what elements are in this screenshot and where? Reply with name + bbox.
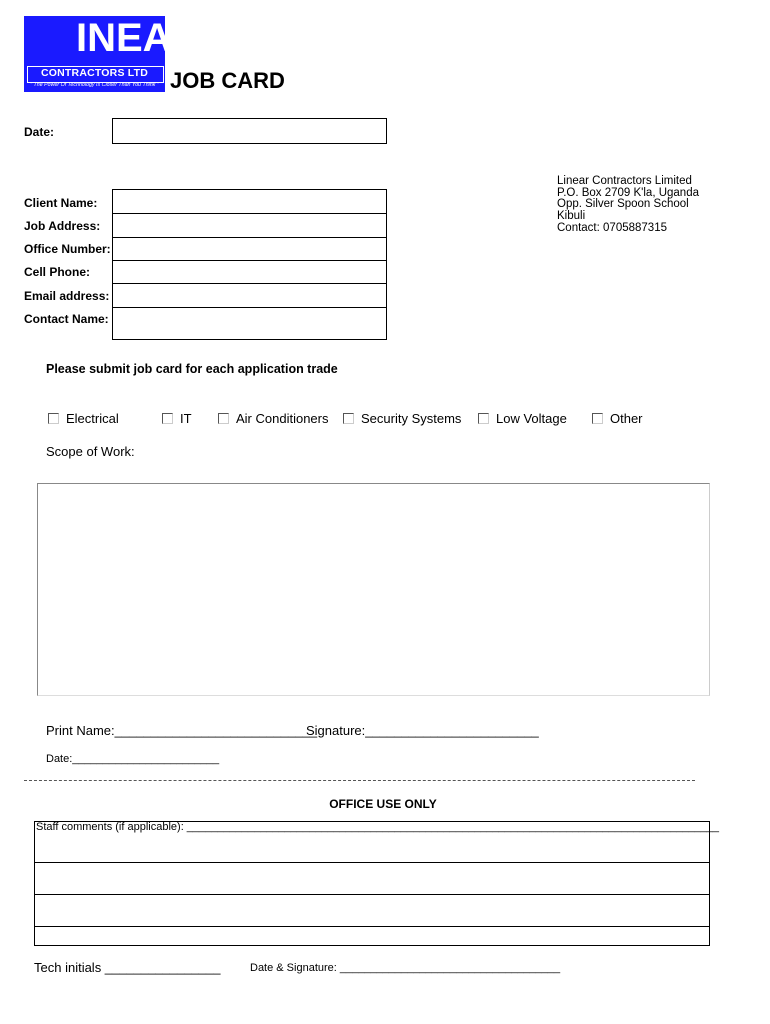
staff-comments-box[interactable] [34,821,710,946]
scope-of-work-field[interactable] [37,483,710,696]
checkbox-icon[interactable] [478,413,489,424]
address-line: Opp. Silver Spoon School [557,198,689,211]
address-line: Contact: 0705887315 [557,221,667,234]
address-line: Kibuli [557,210,586,223]
job-address-field[interactable] [112,213,387,238]
trade-label: Electrical [66,411,119,426]
office-number-field[interactable] [112,237,387,261]
checkbox-icon[interactable] [162,413,173,424]
company-address [557,176,699,235]
trade-label: Other [610,411,643,426]
date-label: Date: [24,125,55,139]
office-number-label: Office Number: [24,242,111,256]
signature-line[interactable]: Signature:________________________ [306,723,539,738]
email-label: Email address: [24,289,110,303]
comment-line [34,926,710,927]
scope-of-work-label: Scope of Work: [46,444,135,459]
company-logo [24,16,201,92]
logo-subtitle: CONTRACTORS LTD [40,67,149,79]
date-field[interactable] [112,118,387,144]
comment-line [34,862,710,863]
trade-label: IT [180,411,192,426]
checkbox-icon[interactable] [592,413,603,424]
address-line: P.O. Box 2709 K'la, Uganda [557,186,699,199]
contact-name-field[interactable] [112,307,387,340]
checkbox-icon[interactable] [48,413,59,424]
trade-label: Low Voltage [496,411,567,426]
cell-phone-field[interactable] [112,260,387,284]
trade-security-systems[interactable] [343,411,461,426]
logo-tagline: " The Power Of Technology Is Closer Than You Think " [30,82,159,88]
date-signature-line[interactable]: Date & Signature: ____________________________________ [250,962,561,974]
trade-it[interactable] [162,411,192,426]
trade-other[interactable] [592,411,643,426]
staff-comments-label: Staff comments (if applicable): _______________________________________________________________________________________ [36,821,720,833]
office-use-text: OFFICE USE ONLY [329,797,437,811]
client-name-label: Client Name: [24,196,98,210]
cut-line-divider [24,780,695,781]
client-name-field[interactable] [112,189,387,214]
contact-name-label: Contact Name: [24,312,109,326]
page-title: JOB CARD [170,68,285,93]
office-use-heading [0,797,770,811]
logo-word: INEAR [76,16,201,60]
email-field[interactable] [112,283,387,308]
tech-initials-line[interactable]: Tech initials ________________ [34,960,221,975]
trade-low-voltage[interactable] [478,411,567,426]
job-address-label: Job Address: [24,219,101,233]
trade-label: Security Systems [361,411,462,426]
address-line: Linear Contractors Limited [557,175,692,187]
trade-air-conditioners[interactable] [218,411,329,426]
comment-line [34,894,710,895]
trade-electrical[interactable] [48,411,119,426]
print-name-line[interactable]: Print Name:____________________________ [46,723,318,738]
trade-notice: Please submit job card for each application trade [46,362,338,376]
checkbox-icon[interactable] [343,413,354,424]
cell-phone-label: Cell Phone: [24,265,91,279]
checkbox-icon[interactable] [218,413,229,424]
trade-label: Air Conditioners [236,411,329,426]
date-line[interactable]: Date:________________________ [46,753,220,765]
